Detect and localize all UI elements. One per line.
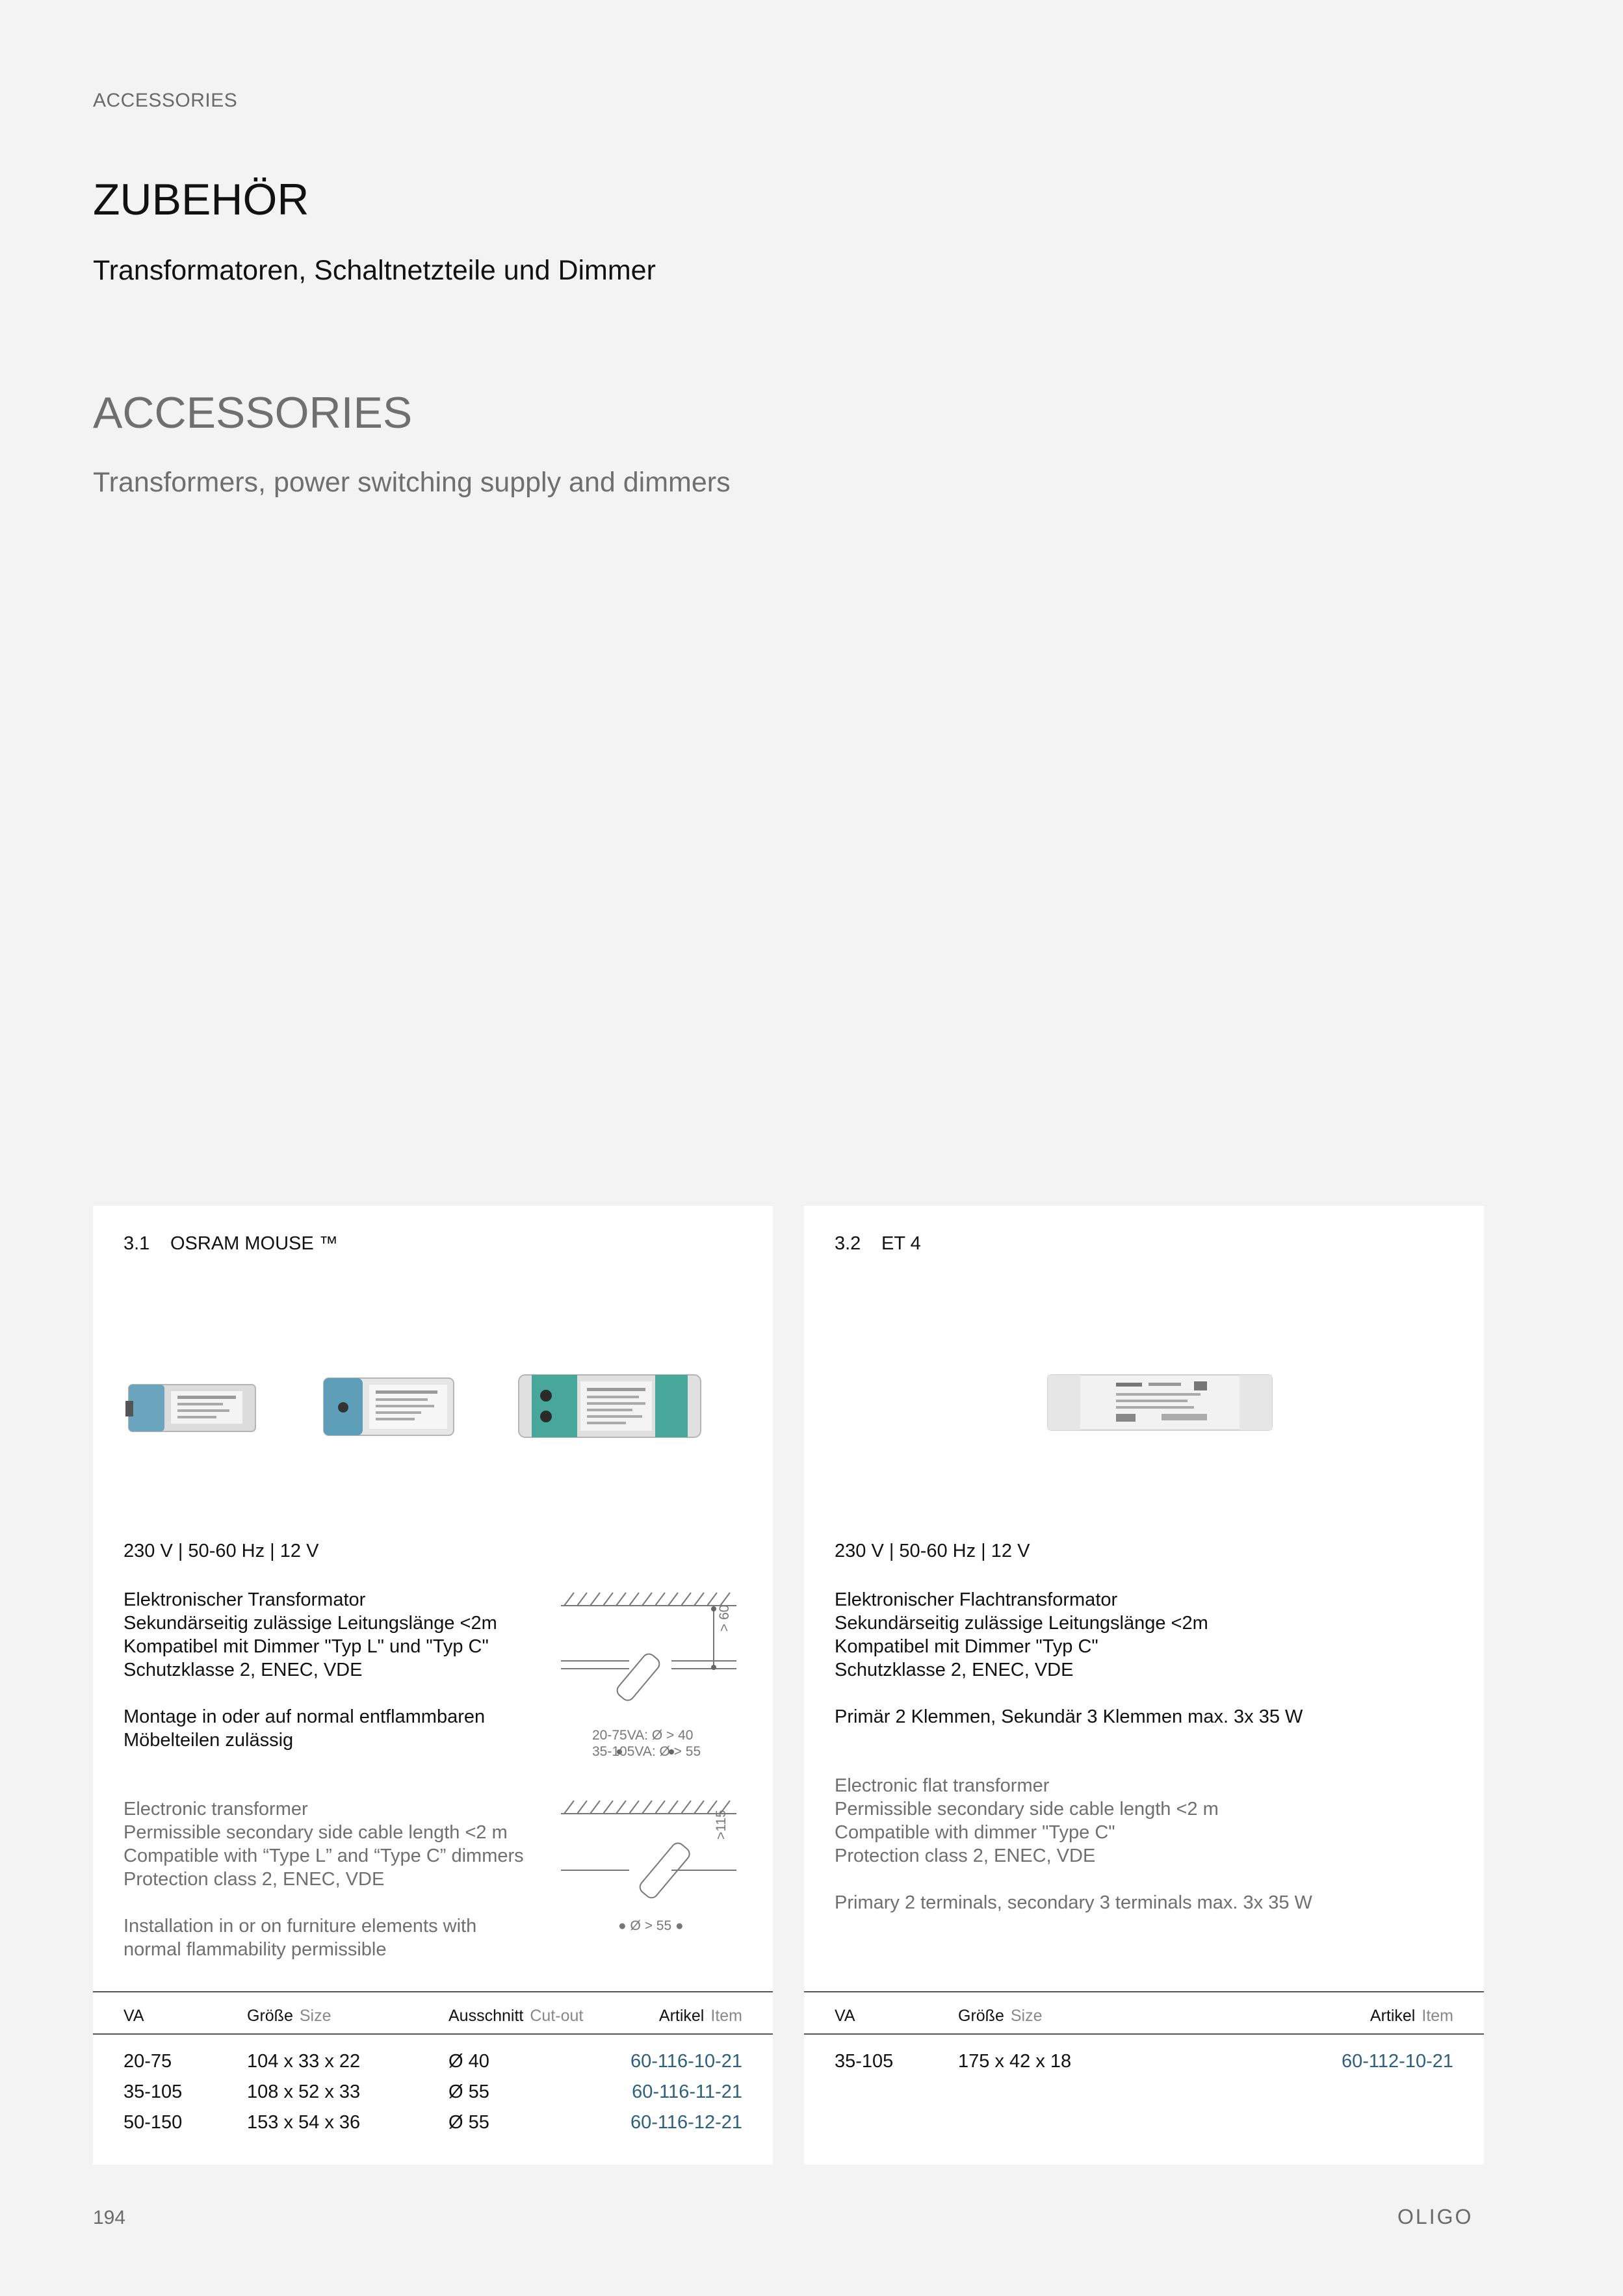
cell-item-number[interactable]: 60-116-10-21 bbox=[630, 2051, 742, 2072]
installation-diagram-bottom-device bbox=[629, 1801, 707, 1924]
cell-va: 50-150 bbox=[123, 2112, 183, 2133]
desc-line: Schutzklasse 2, ENEC, VDE bbox=[123, 1660, 363, 1680]
cell-item-number[interactable]: 60-116-12-21 bbox=[630, 2112, 742, 2133]
desc-line: Protection class 2, ENEC, VDE bbox=[835, 1846, 1096, 1866]
col-header-cutout: Ausschnitt Cut-out bbox=[448, 2007, 584, 2025]
transformer-medium-image bbox=[324, 1378, 454, 1435]
note-line: Möbelteilen zulässig bbox=[123, 1730, 294, 1751]
note-line: Primary 2 terminals, secondary 3 terminals max. 3x 35 W bbox=[835, 1892, 1312, 1913]
dimension-label: > 60 bbox=[717, 1604, 732, 1632]
page-number: 194 bbox=[93, 2207, 126, 2228]
transformer-small-image bbox=[125, 1385, 255, 1431]
product-photos bbox=[125, 1362, 489, 1446]
desc-line: Electronic transformer bbox=[123, 1799, 308, 1820]
cell-item-number[interactable]: 60-112-10-21 bbox=[1342, 2051, 1453, 2072]
desc-line: Permissible secondary side cable length <2 m bbox=[123, 1822, 508, 1843]
cell-cutout: Ø 40 bbox=[448, 2051, 489, 2072]
description-en bbox=[123, 1797, 524, 1961]
desc-line: Kompatibel mit Dimmer "Typ L" und "Typ C" bbox=[123, 1636, 489, 1657]
col-header-size: Größe Size bbox=[247, 2007, 331, 2025]
cell-cutout: Ø 55 bbox=[448, 2112, 489, 2133]
table-top-rule bbox=[93, 1991, 773, 1992]
col-header-item: Artikel Item bbox=[1370, 2007, 1453, 2025]
description-de bbox=[835, 1588, 1303, 1729]
description-en bbox=[835, 1774, 1312, 1914]
note-line: Primär 2 Klemmen, Sekundär 3 Klemmen max. 3x 35 W bbox=[835, 1706, 1303, 1727]
desc-line: Compatible with “Type L” and “Type C” dimmers bbox=[123, 1846, 524, 1866]
col-header-va: VA bbox=[123, 2007, 144, 2025]
section-kicker: ACCESSORIES bbox=[93, 90, 238, 111]
col-header-size: Größe Size bbox=[958, 2007, 1043, 2025]
cutout-note: Ø > 55 bbox=[630, 1918, 672, 1933]
product-number: 3.1 bbox=[123, 1233, 150, 1254]
desc-line: Elektronischer Transformator bbox=[123, 1589, 366, 1610]
cell-va: 35-105 bbox=[123, 2081, 183, 2102]
desc-line: Permissible secondary side cable length <2 m bbox=[835, 1799, 1219, 1820]
product-name: ET 4 bbox=[881, 1233, 921, 1254]
description-de bbox=[123, 1588, 497, 1752]
electrical-spec: 230 V | 50-60 Hz | 12 V bbox=[835, 1541, 1030, 1561]
desc-line: Electronic flat transformer bbox=[835, 1775, 1050, 1796]
desc-line: Protection class 2, ENEC, VDE bbox=[123, 1869, 385, 1890]
col-header-va: VA bbox=[835, 2007, 855, 2025]
desc-line: Kompatibel mit Dimmer "Typ C" bbox=[835, 1636, 1098, 1657]
product-name: OSRAM MOUSE ™ bbox=[170, 1233, 338, 1254]
note-line: Montage in oder auf normal entflammbaren bbox=[123, 1706, 486, 1727]
product-number: 3.2 bbox=[835, 1233, 861, 1254]
page-subtitle-de: Transformatoren, Schaltnetzteile und Dimmer bbox=[93, 255, 656, 286]
desc-line: Compatible with dimmer "Type C" bbox=[835, 1822, 1115, 1843]
cell-size: 104 x 33 x 22 bbox=[247, 2051, 361, 2072]
product-heading bbox=[123, 1233, 338, 1255]
product-heading bbox=[835, 1233, 921, 1255]
cell-cutout: Ø 55 bbox=[448, 2081, 489, 2102]
note-line: Installation in or on furniture elements with bbox=[123, 1916, 477, 1937]
transformer-large-image bbox=[515, 1362, 710, 1446]
col-header-item: Artikel Item bbox=[658, 2007, 742, 2025]
table-header-rule bbox=[93, 2033, 773, 2035]
cell-item-number[interactable]: 60-116-11-21 bbox=[632, 2081, 742, 2102]
flat-transformer-image bbox=[1045, 1362, 1279, 1440]
cell-va: 20-75 bbox=[123, 2051, 172, 2072]
product-card-et4 bbox=[804, 1206, 1484, 2165]
electrical-spec: 230 V | 50-60 Hz | 12 V bbox=[123, 1541, 319, 1561]
cell-size: 153 x 54 x 36 bbox=[247, 2112, 361, 2133]
cell-va: 35-105 bbox=[835, 2051, 894, 2072]
cell-size: 175 x 42 x 18 bbox=[958, 2051, 1072, 2072]
table-header-rule bbox=[804, 2033, 1484, 2035]
dimension-label: >115 bbox=[714, 1810, 729, 1840]
product-card-osram-mouse bbox=[93, 1206, 773, 2165]
desc-line: Schutzklasse 2, ENEC, VDE bbox=[835, 1660, 1074, 1680]
cell-size: 108 x 52 x 33 bbox=[247, 2081, 361, 2102]
page-title-en: ACCESSORIES bbox=[93, 388, 413, 437]
note-line: normal flammability permissible bbox=[123, 1939, 387, 1960]
diagram-note: 35-105VA: Ø > 55 bbox=[592, 1744, 701, 1759]
page-title-de: ZUBEHÖR bbox=[93, 175, 309, 224]
desc-line: Sekundärseitig zulässige Leitungslänge <2m bbox=[123, 1613, 497, 1634]
brand-logo: OLIGO bbox=[1397, 2205, 1474, 2228]
table-top-rule bbox=[804, 1991, 1484, 1992]
desc-line: Sekundärseitig zulässige Leitungslänge <2m bbox=[835, 1613, 1208, 1634]
diagram-note: ● Ø > 55 ● bbox=[618, 1918, 684, 1933]
diagram-note: 20-75VA: Ø > 40 bbox=[592, 1728, 694, 1743]
page-subtitle-en: Transformers, power switching supply and dimmers bbox=[93, 467, 731, 498]
desc-line: Elektronischer Flachtransformator bbox=[835, 1589, 1118, 1610]
